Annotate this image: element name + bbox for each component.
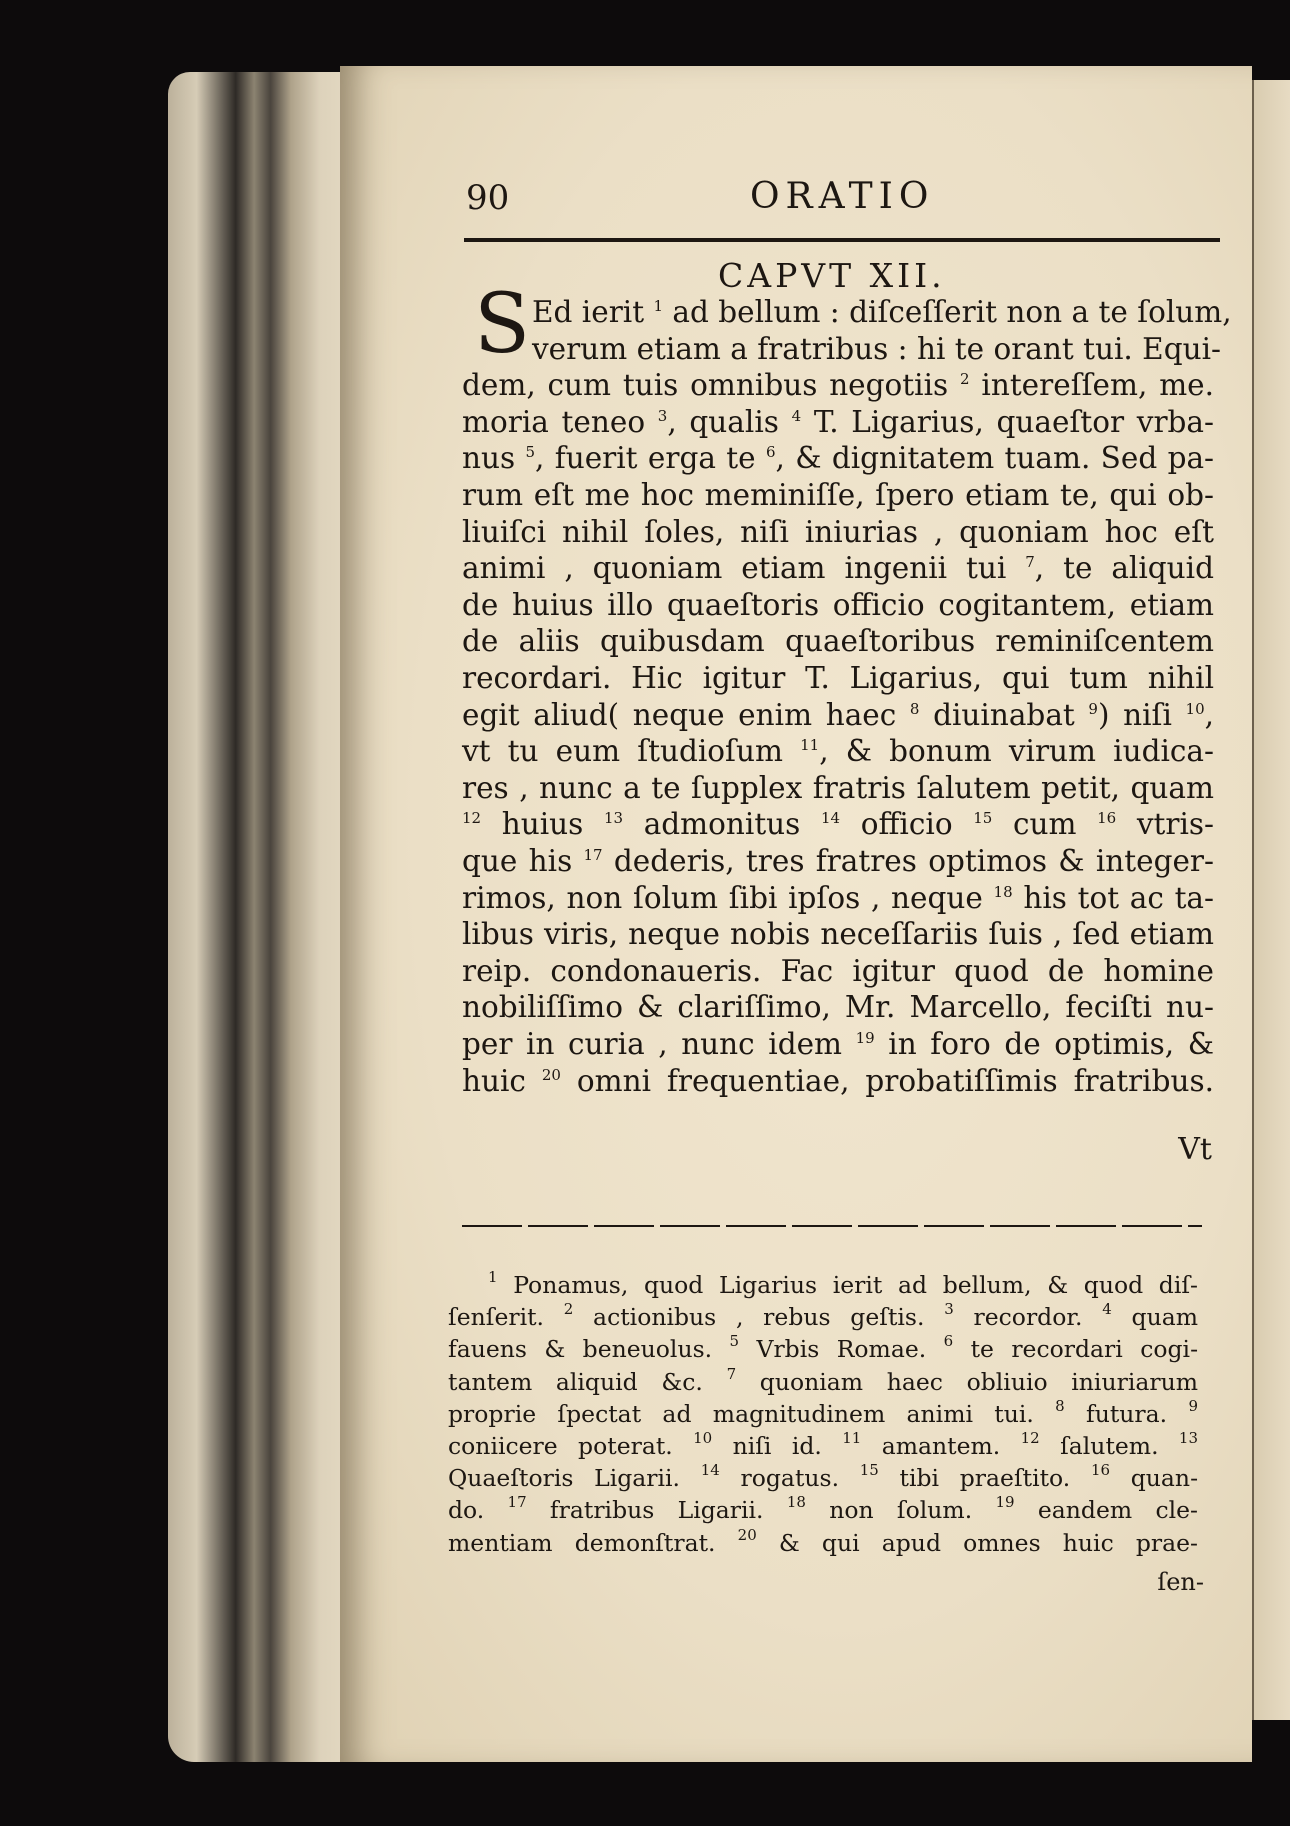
text-segment: ad bellum : diſceſſerit non a te ſolum, — [663, 295, 1232, 329]
text-segment: , & bonum virum iudica- — [819, 734, 1214, 769]
note-marker: 8 — [909, 699, 920, 718]
text-segment: quoniam haec obliuio iniuriarum — [736, 1367, 1198, 1396]
text-segment: , fuerit erga te — [535, 441, 766, 476]
note-marker: 11 — [842, 1429, 862, 1447]
text-segment: eandem cle- — [1014, 1496, 1198, 1525]
footnote-line — [488, 1268, 1198, 1299]
text-segment: te recordari cogi- — [953, 1335, 1199, 1364]
note-marker: 15 — [973, 809, 993, 828]
note-marker: 10 — [1185, 699, 1205, 718]
text-segment: admonitus — [623, 807, 821, 842]
note-marker: 18 — [993, 882, 1013, 901]
note-marker: 6 — [943, 1332, 954, 1351]
note-marker: 12 — [462, 809, 482, 828]
text-segment: huius — [481, 807, 604, 842]
note-marker: 15 — [859, 1461, 879, 1480]
text-segment: fratribus Ligarii. — [526, 1496, 787, 1525]
note-marker: 20 — [737, 1525, 757, 1544]
note-marker: 20 — [541, 1065, 561, 1084]
text-line — [462, 955, 1214, 987]
note-marker: 10 — [693, 1429, 713, 1447]
note-marker: 1 — [488, 1268, 498, 1286]
text-segment: , te aliquid — [1034, 551, 1214, 586]
facing-page-edge — [1252, 80, 1290, 1720]
text-segment: egit aliud( neque enim haec — [462, 697, 910, 732]
text-segment: actionibus , rebus geſtis. — [573, 1303, 945, 1332]
text-segment: cum — [992, 807, 1098, 842]
text-segment: diuinabat — [919, 697, 1089, 732]
text-line — [462, 589, 1214, 621]
text-segment: Vrbis Romae. — [739, 1335, 944, 1364]
text-segment: rimos, non ſolum ſibi ipſos , neque — [462, 880, 994, 915]
drop-cap: S — [474, 277, 531, 372]
text-segment: Ponamus, quod Ligarius ierit ad bellum, & quod diſ- — [497, 1271, 1198, 1299]
note-marker: 11 — [800, 736, 820, 755]
text-segment: verum etiam a fratribus : hi te orant tui. Equi- — [532, 331, 1221, 366]
note-marker: 4 — [791, 406, 802, 425]
text-segment: dem, cum tuis omnibus negotiis — [462, 368, 960, 403]
text-segment: recordari. Hic igitur T. Ligarius, qui tum nihil — [462, 661, 1214, 695]
text-line — [462, 699, 1214, 731]
text-segment: nobiliſſimo & clariſſimo, Mr. Marcello, feciſti nu- — [462, 990, 1214, 1025]
text-segment: rogatus. — [719, 1464, 860, 1493]
text-line — [462, 479, 1214, 511]
text-segment: nus — [462, 441, 526, 476]
note-marker: 9 — [1088, 699, 1098, 718]
note-marker: 19 — [995, 1493, 1015, 1512]
text-line — [462, 845, 1214, 877]
note-marker: 6 — [765, 443, 776, 462]
note-marker: 14 — [700, 1461, 720, 1480]
text-segment: ſalutem. — [1039, 1432, 1179, 1460]
text-segment: mentiam demonſtrat. — [448, 1528, 738, 1557]
footnote-rule — [462, 1225, 1202, 1227]
text-segment: ) niſi — [1097, 697, 1186, 732]
text-segment: Ed ierit — [532, 295, 654, 329]
text-segment: liuiſci nihil ſoles, niſi iniurias , quoniam hoc eſt — [462, 514, 1214, 549]
text-segment: dederis, tres fratres optimos & integer- — [602, 844, 1214, 878]
note-marker: 19 — [855, 1029, 875, 1047]
note-marker: 3 — [657, 406, 668, 425]
text-segment: vt tu eum ſtudioſum — [462, 734, 801, 769]
text-segment: vtris- — [1116, 807, 1214, 842]
text-segment: recordor. — [953, 1303, 1103, 1332]
text-line — [462, 991, 1214, 1023]
note-marker: 12 — [1020, 1429, 1040, 1447]
text-line — [462, 735, 1214, 767]
text-segment: huic — [462, 1063, 542, 1098]
footnote-catchword: ſen- — [1157, 1568, 1204, 1596]
text-line — [462, 369, 1214, 401]
text-segment: , & dignitatem tuam. Sed pa- — [775, 441, 1215, 476]
text-line — [532, 295, 1232, 329]
footnote-line — [448, 1461, 1199, 1493]
text-segment: que his — [462, 844, 584, 878]
note-marker: 4 — [1102, 1300, 1112, 1319]
note-marker: 5 — [525, 443, 536, 462]
text-segment: Quaeſtoris Ligarii. — [448, 1464, 701, 1493]
note-marker: 3 — [944, 1300, 954, 1319]
text-segment: de huius illo quaeſtoris officio cogitantem, etiam — [462, 587, 1214, 622]
note-marker: 17 — [507, 1493, 527, 1512]
text-segment: & qui apud omnes huic prae- — [756, 1528, 1198, 1557]
text-segment: non ſolum. — [805, 1496, 996, 1525]
text-segment: coniicere poterat. — [448, 1432, 694, 1460]
text-segment: amantem. — [861, 1432, 1021, 1460]
footnote-line — [448, 1525, 1198, 1557]
note-marker: 5 — [729, 1332, 740, 1351]
text-segment: T. Ligarius, quaeſtor vrba- — [801, 404, 1214, 439]
text-line — [462, 625, 1214, 657]
note-marker: 7 — [726, 1364, 737, 1383]
text-line — [462, 442, 1214, 474]
text-segment: omni frequentiae, probatiſſimis fratribus. — [560, 1063, 1214, 1098]
note-marker: 14 — [820, 809, 841, 828]
footnote-line — [448, 1364, 1198, 1396]
footnote-line — [448, 1332, 1199, 1364]
note-marker: 16 — [1090, 1461, 1111, 1480]
text-line — [462, 406, 1214, 438]
note-marker: 18 — [786, 1493, 806, 1512]
text-segment: rum eſt me hoc meminiſſe, ſpero etiam te, qui ob- — [462, 478, 1214, 512]
footnote-line — [448, 1300, 1199, 1332]
text-segment: quan- — [1110, 1464, 1199, 1493]
text-segment: his tot ac ta- — [1012, 880, 1214, 915]
text-line — [462, 808, 1214, 840]
header-rule — [464, 238, 1220, 242]
note-marker: 7 — [1025, 553, 1035, 572]
note-marker: 13 — [603, 809, 624, 828]
text-segment: tantem aliquid &c. — [448, 1367, 727, 1396]
footnote-line — [448, 1396, 1198, 1428]
text-segment: tibi praeſtito. — [878, 1464, 1091, 1493]
text-segment: fauens & beneuolus. — [448, 1335, 730, 1364]
note-marker: 17 — [583, 846, 603, 864]
note-marker: 13 — [1178, 1429, 1199, 1447]
text-segment: animi , quoniam etiam ingenii tui — [462, 551, 1026, 586]
text-segment: futura. — [1064, 1399, 1189, 1428]
text-segment: , — [1204, 697, 1215, 732]
note-marker: 2 — [960, 370, 970, 389]
text-line — [462, 882, 1214, 914]
text-segment: niſi id. — [712, 1432, 843, 1460]
text-line — [462, 662, 1214, 694]
page-number: 90 — [466, 178, 510, 218]
text-segment: intereſſem, me. — [969, 368, 1214, 403]
text-segment: , qualis — [667, 404, 792, 439]
catchword: Vt — [1178, 1132, 1212, 1167]
note-marker: 9 — [1188, 1396, 1198, 1415]
text-segment: officio — [840, 807, 974, 842]
text-segment: reip. condonaueris. Fac igitur quod de homine — [462, 953, 1214, 988]
note-marker: 2 — [563, 1300, 574, 1319]
text-line — [462, 552, 1214, 584]
chapter-title: CAPVT XII. — [718, 256, 946, 295]
footnote-line — [448, 1493, 1198, 1525]
text-segment: quam — [1111, 1303, 1199, 1332]
text-line — [462, 918, 1214, 950]
text-line — [532, 331, 1221, 366]
text-segment: proprie ſpectat ad magnitudinem animi tui. — [448, 1399, 1056, 1428]
text-line — [462, 516, 1214, 548]
footnote-line — [448, 1429, 1199, 1460]
text-line — [462, 1065, 1214, 1097]
text-line — [462, 1028, 1214, 1060]
text-segment: moria teneo — [462, 404, 658, 439]
text-segment: do. — [448, 1496, 508, 1525]
note-marker: 8 — [1055, 1396, 1065, 1415]
text-segment: per in curia , nunc idem — [462, 1027, 856, 1061]
note-marker: 16 — [1097, 809, 1117, 828]
text-segment: de aliis quibusdam quaeſtoribus reminiſcentem — [462, 624, 1214, 659]
text-segment: res , nunc a te ſupplex fratris ſalutem petit, quam — [462, 770, 1214, 805]
note-marker: 1 — [653, 297, 664, 315]
text-line — [462, 772, 1214, 804]
running-head: ORATIO — [750, 176, 935, 217]
text-segment: ſenſerit. — [448, 1303, 564, 1332]
text-segment: in foro de optimis, & — [874, 1027, 1214, 1061]
text-segment: libus viris, neque nobis neceſſariis ſuis , ſed etiam — [462, 917, 1214, 952]
